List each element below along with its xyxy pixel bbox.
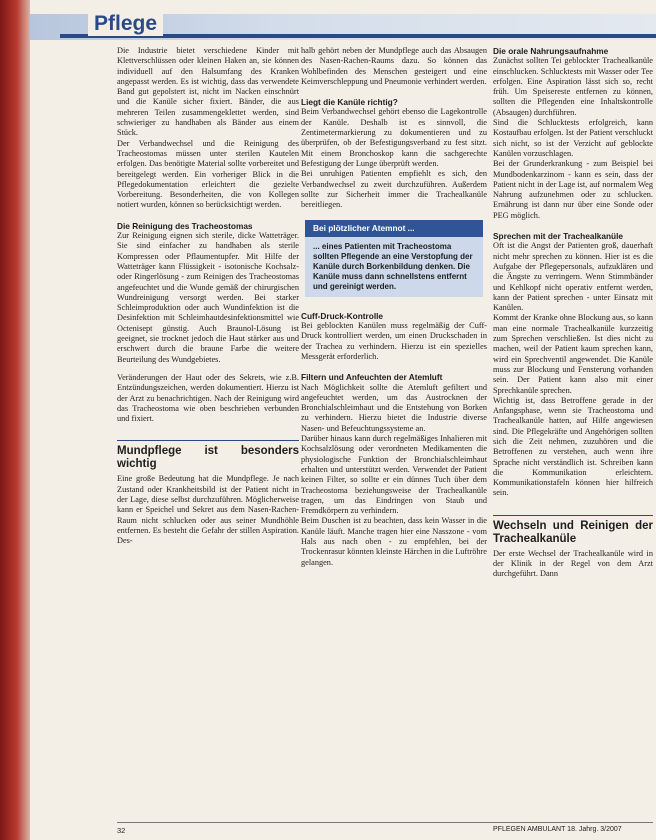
subheading: Filtern und Anfeuchten der Atemluft xyxy=(301,372,443,383)
paragraph: Wichtig ist, dass Betroffene gerade in der Anfangsphase, wenn sie Tracheostoma und Trachealkanüle hatten, auf Hilfe angewiesen sind. Die Pflegekräfte und Angehörigen sollten sich die Zeit nehmen, zuzuhören und die Betroffenen zu verstehen, auch wenn ihre Sprache nicht verständlich ist. Schreiben kann die Kommunikation erleichtern. Kommunikationstafeln können hier hilfreich sein. xyxy=(493,395,653,498)
paragraph: Bei der Grunderkrankung - zum Beispiel bei Mundbodenkarzinom - kann es sein, dass der Patient nicht in der Lage ist, auf normalem Weg Nahrung aufzunehmen oder zu schlucken. Ernährung ist dann nur über eine Sonde oder PEG möglich. xyxy=(493,159,653,220)
paragraph: Beim Verbandwechsel gehört ebenso die Lagekontrolle der Kanüle. Deshalb ist es sinnvoll, die Zentimetermarkierung zu dokumentieren und zu überprüfen, ob der Befestigungsverband zu fest sitzt. Mit einem Bronchoskop kann die sachgerechte Befestigung der Lunge überprüft werden. xyxy=(301,107,487,168)
paragraph: Zunächst sollten Tei geblockter Trachealkanüle einschlucken. Schlucktests mit Wasser oder Tee erfolgen. Eine Aspiration lässt sich so, recht früh. Um Speisereste entfernen zu können, sollten die Pflegenden eine Inhaltskontrolle (Absaugen) durchführen. xyxy=(493,56,653,117)
paragraph: Zur Reinigung eignen sich sterile, dicke Watteträger. Sie sind einfacher zu handhaben als sterile Kompressen oder Pflaumentupfer. Mit Hilfe der Watteträger kann Flüssigkeit - isotonische Kochsalz- oder Ringerlösung - zum Reinigen des Tracheostomas angefeuchtet und die Wunde gemäß der chirurgischen Wundreinigung versorgt werden. Bei starker Schleimproduktion oder auch Wundinfektion ist die Desinfektion mit Schleimhautdesinfektionsmittel wie Octenisept günstig. Auch Braunol-Lösung ist geeignet, sie trocknet jedoch die Haut stärker aus und erschwert durch die braune Farbe die weitere Beurteilung des Wundgebietes. xyxy=(117,231,299,364)
paragraph: halb gehört neben der Mundpflege auch das Absaugen des Nasen-Rachen-Raums dazu. So können das Wohlbefinden des Menschen gesteigert und eine Keimverschleppung und Pneumonie verhindert werden. xyxy=(301,46,487,86)
paragraph: Eine große Bedeutung hat die Mundpflege. Je nach Zustand oder Krankheitsbild ist der Patient nicht in der Lage, diese selbst durchzuführen. Möglicherweise kann er Speichel und Sekret aus dem Nasen-Rachen-Raum nicht schlucken oder aus seiner Mundhöhle entfernen. Es besteht die Gefahr der stillen Aspiration. Des- xyxy=(117,474,299,546)
column-2 xyxy=(301,46,487,568)
paragraph: Nach Möglichkeit sollte die Atemluft gefiltert und angefeuchtet werden, um das Austrocknen der Bronchialschleimhaut und die Entstehung von Borken zu verhindern. Hierzu bietet die Industrie diverse Nasen- und Befeuchtungssysteme an. xyxy=(301,382,487,433)
subheading: Die orale Nahrungsaufnahme xyxy=(493,46,609,56)
info-box-title: Bei plötzlicher Atemnot ... xyxy=(305,220,483,236)
info-box-text: ... eines Patienten mit Tracheostoma sollten Pflegende an eine Verstopfung der Kanüle durch Borkenbildung denken. Die Kanüle muss dann schnellstens entfernt und gereinigt werden. xyxy=(305,237,483,297)
section-heading: Wechseln und Reinigen der Trachealkanüle xyxy=(493,515,653,546)
footer-rule xyxy=(117,822,653,823)
subheading: Cuff-Druck-Kontrolle xyxy=(301,310,384,321)
column-3 xyxy=(493,46,653,580)
paragraph: Veränderungen der Haut oder des Sekrets, wie z.B. Entzündungszeichen, werden dokumentiert. Hierzu ist der Arzt zu benachrichtigen. Nach der Reinigung wird das Tracheostoma wie oben beschrieben verbunden und fixiert. xyxy=(117,372,299,424)
info-box xyxy=(301,220,487,296)
paragraph: Die Industrie bietet verschiedene Kinder mit Klettverschlüssen oder kleinen Haken an, sie können individuell auf den Halsumfang des Kranken angepasst werden. Es ist wichtig, dass das verwendete Band gut gepolstert ist, nicht im Nacken einschnürt und die Kanüle sicher fixiert. Bänder, die aus mehreren Teilen zusammengeklettet werden, sind schwieriger zu handhaben als Bänder aus einem Stück. xyxy=(117,46,299,138)
subheading: Liegt die Kanüle richtig? xyxy=(301,97,398,108)
paragraph: Sind die Schlucktests erfolgreich, kann Kostaufbau erfolgen. Ist der Patient verschluckt sich nicht, so ist der Verzicht auf geblockte Kanülen vorzuschlagen. xyxy=(493,118,653,158)
paragraph: Bei geblockten Kanülen muss regelmäßig der Cuff-Druck kontrolliert werden, um einen Druckschaden in der Trachea zu verhindern. Hierzu ist ein spezielles Messgerät erforderlich. xyxy=(301,321,487,361)
section-heading: Mundpflege ist besonders wichtig xyxy=(117,440,299,471)
paragraph: Bei unruhigen Patienten empfiehlt es sich, den Verbandwechsel zu zweit durchzuführen. Außerdem sollte zur Sicherheit immer die Trachealkanüle bereitliegen. xyxy=(301,169,487,210)
section-title: Pflege xyxy=(88,12,163,36)
paragraph: Beim Duschen ist zu beachten, dass kein Wasser in die Kanüle läuft. Manche tragen hier eine Nasszone - vom Hals aus nach oben - zu empfehlen, bei der Trockenrasur könnten kleinste Härchen in die Luftröhre gelangen. xyxy=(301,516,487,567)
paragraph: Kommt der Kranke ohne Blockung aus, so kann man eine normale Trachealkanüle kurzzeitig zum Sprechen verschließen. Ist dies nicht zu machen, weil der Patient kaum sprechen kann, wird ein Sprechventil angewendet. Die Kanüle muss zur Blockung und Fensterung vorhanden sein. Der Patient kann also mit einer Sprechkanüle sprechen. xyxy=(493,313,653,395)
page-number: 32 xyxy=(117,826,126,835)
subheading: Sprechen mit der Trachealkanüle xyxy=(493,231,624,242)
journal-footer: PFLEGEN AMBULANT 18. Jahrg. 3/2007 xyxy=(493,826,622,833)
paragraph: Oft ist die Angst der Patienten groß, dauerhaft nicht mehr sprechen zu können. Hier ist es die Aufgabe der Pflegepersonals, aufzuklären und die Ängste zu verringern. Wenn Stimmbänder und Kehlkopf nicht operativ entfernt werden, kann der Patient sprechen - unter Einsatz mit Kanülen. xyxy=(493,241,653,313)
paragraph: Der Verbandwechsel und die Reinigung des Tracheostomas müssen unter sterilen Kautelen erfolgen. Das benötigte Material sollte vorbereitet und bereitgelegt werden. Ein vorheriger Blick in die Pflegedokumentation erleichtert die gezielte Vorbereitung. Besonderheiten, die von Kollegen notiert wurden, können so berücksichtigt werden. xyxy=(117,138,299,210)
page-spine xyxy=(0,0,30,840)
column-1 xyxy=(117,46,299,546)
paragraph: Der erste Wechsel der Trachealkanüle wird in der Klinik in der Regel von dem Arzt durchgeführt. Dann xyxy=(493,548,653,579)
subheading: Die Reinigung des Tracheostomas xyxy=(117,220,253,231)
paragraph: Darüber hinaus kann durch regelmäßiges Inhalieren mit Kochsalzlösung oder verordneten Medikamenten die physiologische Funktion der Bronchialschleimhaut erhalten und unterstützt werden. Verwendet der Patient keinen Filter, so sollte er ein dünnes Tuch über dem Tracheostoma beziehungsweise der Trachealkanüle tragen, um das Eindringen von Staub und Fremdkörpern zu verhindern. xyxy=(301,434,487,516)
